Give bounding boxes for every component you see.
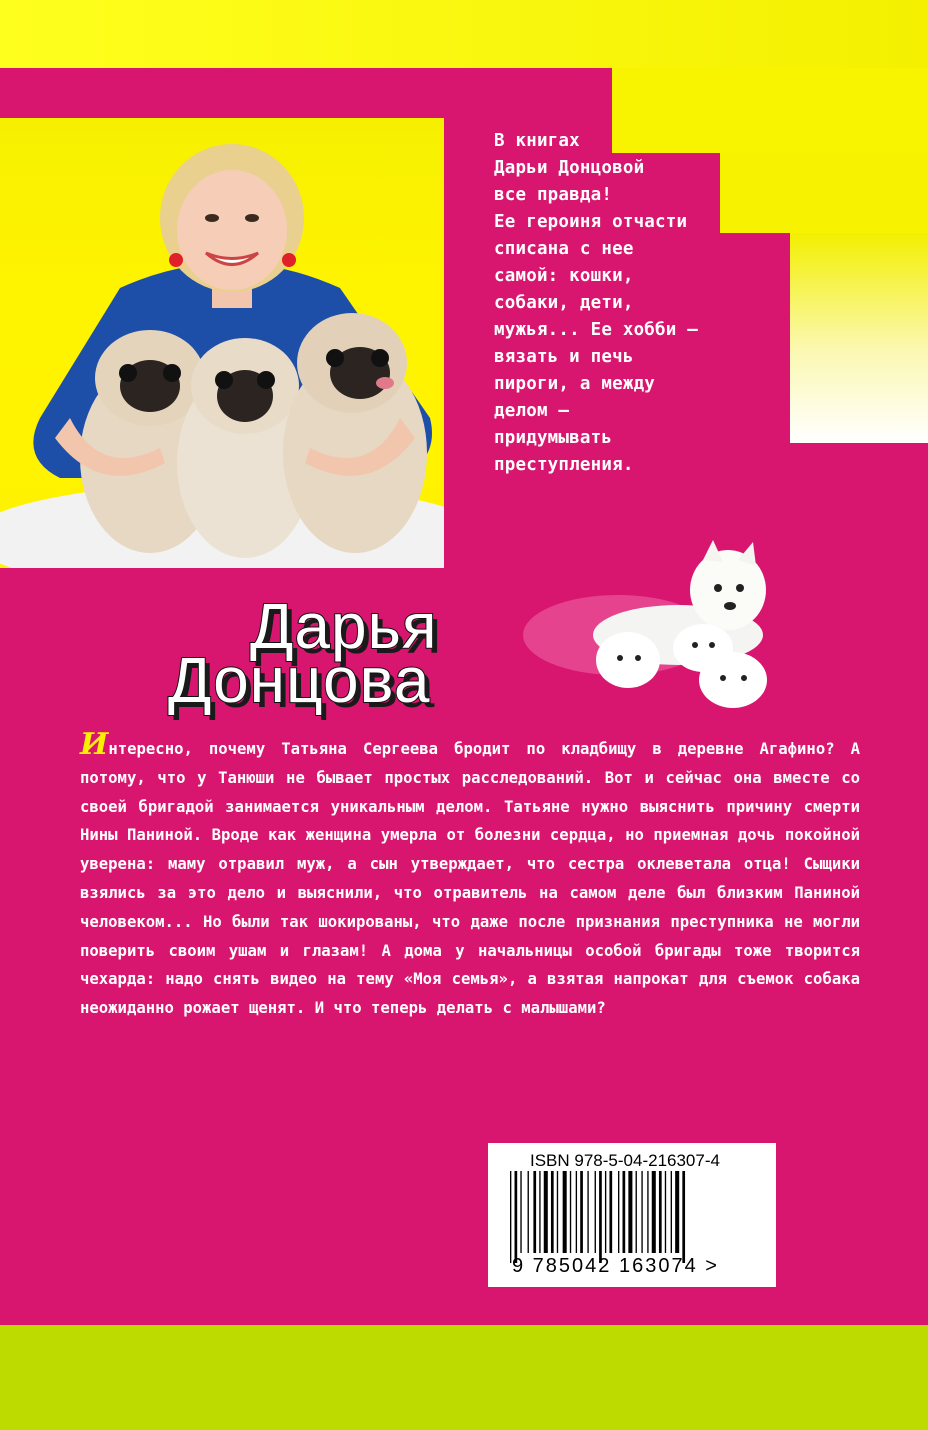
annotation-dropcap: И bbox=[80, 727, 109, 762]
author-first-name: Дарья bbox=[250, 590, 438, 662]
isbn-number: ISBN 978-5-04-216307-4 bbox=[530, 1151, 720, 1170]
barcode-box bbox=[488, 1143, 776, 1287]
teaser-quote: В книгах Дарьи Донцовой все правда! Ее героиня отчасти списана с нее самой: кошки, собаки, дети, мужья... Ее хобби — вязать и печь пироги, а между делом — придумывать преступления. bbox=[494, 131, 698, 475]
book-annotation bbox=[80, 727, 860, 1023]
lime-bottom-band bbox=[0, 1325, 928, 1430]
yellow-fade-block bbox=[790, 233, 928, 443]
annotation-text: нтересно, почему Татьяна Сергеева бродит по кладбищу в деревне Агафино? А потому, что у Танюши не бывает простых расследований. Вот и сейчас она вместе со своей бригадой занимается уникальным делом. Татьяне нужно выяснить причину смерти Нины Паниной. Вроде как женщина умерла от болезни сердца, но приемная дочь покойной уверена: маму отравил муж, а сын утверждает, что сестра оклеветала отца! Сыщики взялись за это дело и выяснили, что отравитель на самом деле был близким Паниной человеком... Но были так шокированы, что даже после признания преступника не могли поверить своим ушам и глазам! А дома у начальницы особой бригады тоже творится чехарда: надо снять видео на тему «Моя семья», а взятая напрокат для съемок собака неожиданно рожает щенят. И что теперь делать с малышами? bbox=[80, 740, 860, 1018]
yellow-top-band bbox=[0, 0, 928, 68]
author-photo bbox=[0, 118, 444, 568]
barcode-digits: 9 785042 163074 > bbox=[512, 1255, 719, 1277]
dogs-illustration bbox=[518, 540, 778, 720]
author-photo-illustration bbox=[0, 118, 444, 568]
barcode-bars bbox=[510, 1171, 740, 1263]
author-last-name: Донцова bbox=[168, 644, 431, 716]
